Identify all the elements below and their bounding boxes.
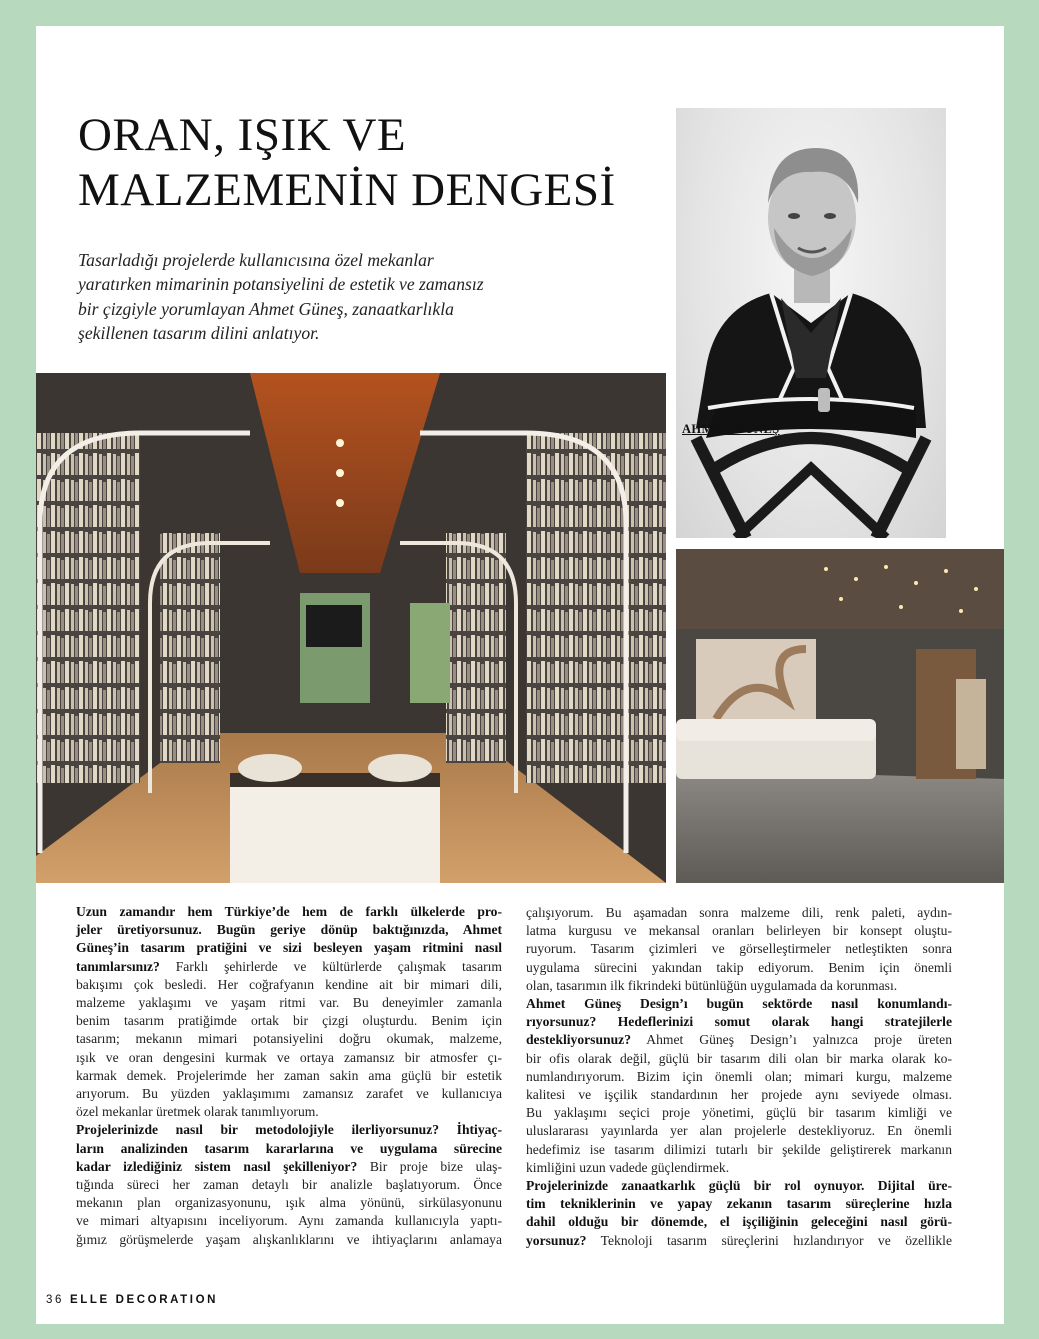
interview-question: yorsunuz?	[526, 1232, 587, 1248]
article-line	[76, 976, 502, 994]
headline-line-2: MALZEMENİN DENGESİ	[78, 164, 616, 216]
interview-question: dahil olduğu bir dönemde, el işçiliğinin geleceğini nasıl görü-	[526, 1214, 952, 1230]
article-column-right	[526, 904, 952, 1250]
interview-question: Uzun zamandır hem Türkiye’de hem de farklı ülkelerde pro-	[76, 904, 502, 919]
interview-answer: tığında süreci her zaman detaylı bir analizle başlatıyorum. Önce	[76, 1177, 502, 1193]
deck-intro	[78, 248, 598, 346]
interview-answer: bakışımı çok besledi. Her coğrafyanın kendine ait bir mimari dili,	[76, 976, 502, 992]
portrait-illustration	[676, 108, 946, 538]
article-line	[76, 1140, 502, 1158]
article-line	[526, 1068, 952, 1086]
article-line	[76, 994, 502, 1012]
article-line	[76, 1194, 502, 1212]
article-line	[526, 977, 952, 995]
magazine-name: ELLE DECORATION	[70, 1294, 219, 1306]
article-line	[526, 922, 952, 940]
interview-question: tim tekniklerinin ve yapay zekanın tasarım süreçlerine hızla	[526, 1196, 952, 1212]
interview-answer: ışık ve oran dengesini kurmak ve ortaya zamansız bir atmosfer çı-	[76, 1049, 502, 1065]
interview-answer: Ahmet Güneş Design’ı yalnızca proje üreten	[631, 1032, 952, 1048]
interview-question: Projelerinizde zanaatkarlık güçlü bir rol oynuyor. Dijital üre-	[526, 1178, 952, 1194]
page-number: 36	[46, 1294, 64, 1306]
article-line	[526, 1195, 952, 1213]
interview-answer: Farklı şehirlerde ve kültürlerde çalışmak tasarım	[159, 958, 502, 974]
article-line	[526, 1141, 952, 1159]
article-line	[526, 1177, 952, 1195]
article-line	[76, 1158, 502, 1176]
interview-answer: latma kurgusu ve mekansal oranları belirleyen bir konsept oluştu-	[526, 923, 952, 939]
article-line	[76, 921, 502, 939]
article-line	[526, 1213, 952, 1231]
interview-answer: çalışıyorum. Bu aşamadan sonra malzeme dili, renk paleti, aydın-	[526, 905, 952, 920]
article-line	[526, 1031, 952, 1049]
interview-answer: Bir proje bize ulaş-	[357, 1158, 502, 1174]
article-line	[526, 1050, 952, 1068]
interview-answer: tasarım; mekanın mimari potansiyelini doğru okumak, malzeme,	[76, 1031, 502, 1047]
deck-line-1: Tasarladığı projelerde kullanıcısına özel mekanlar	[78, 250, 434, 270]
interview-answer: karmak demek. Projelerimde her zaman sakin ama güçlü bir estetik	[76, 1067, 502, 1083]
article-line	[76, 1103, 502, 1121]
interview-answer: kalitesi ve işçilik standardının her projede aynı seviyede olması.	[526, 1087, 952, 1103]
portrait-photo	[676, 108, 946, 538]
lobby-interior-photo	[676, 549, 1004, 883]
article-line	[76, 1085, 502, 1103]
article-line	[526, 959, 952, 977]
article-line	[76, 1176, 502, 1194]
interview-answer: olan, tasarımın ilk fikrindeki bütünlüğün uygulamada da korunması.	[526, 977, 898, 993]
interview-answer: hedefimiz ise tasarım dilimizi tutarlı bir şekilde geliştirerek markanın	[526, 1141, 952, 1157]
article-line	[526, 1086, 952, 1104]
article-line	[526, 995, 952, 1013]
article-line	[76, 1212, 502, 1230]
article-line	[76, 903, 502, 921]
interview-question: kadar izlediğiniz sistem nasıl şekilleniyor?	[76, 1158, 358, 1174]
article-line	[76, 1067, 502, 1085]
interview-answer: ğımız görüşmelerde yaşam alışkanlıklarını ve ihtiyaçlarını anlamaya	[76, 1231, 502, 1247]
interview-answer: uluslararası yayınlarda yer alan projelerle destekliyoruz. En önemli	[526, 1123, 952, 1139]
deck-line-4: şekillenen tasarım dilini anlatıyor.	[78, 323, 320, 344]
article-line	[76, 1012, 502, 1030]
lobby-illustration	[676, 549, 1004, 883]
interview-question: destekliyorsunuz?	[526, 1032, 631, 1048]
interview-answer: kimliğini uzun vadede güçlendirmek.	[526, 1159, 730, 1175]
portrait-caption: AHMET GÜNEŞ	[682, 422, 780, 436]
article-line	[76, 1121, 502, 1139]
article-column-left	[76, 903, 502, 1249]
article-line	[76, 939, 502, 957]
article-line	[526, 1159, 952, 1177]
article-line	[76, 1049, 502, 1067]
interview-question: rıyorsunuz? Hedeflerinizi somut olarak hangi stratejilerle	[526, 1014, 952, 1030]
article-line	[526, 1104, 952, 1122]
interview-question: Ahmet Güneş Design’ı bugün sektörde nasıl konumlandı-	[526, 996, 952, 1012]
interview-answer: ve mimari altyapısını inceliyorum. Aynı zamanda kullanıcıyla yaptı-	[76, 1213, 502, 1229]
interview-answer: malzeme yaklaşımı ve yaşam ritmi var. Bu deneyimler zamanla	[76, 995, 502, 1011]
article-line	[526, 1122, 952, 1140]
interview-answer: arıyorum. Bu yüzden yaklaşımımı zamansız zarafet ve kullanıcıya	[76, 1086, 502, 1102]
article-line	[526, 1232, 952, 1250]
interview-answer: özel mekanlar üretmek olarak tanımlıyorum.	[76, 1104, 319, 1120]
interview-question: Güneş’in tasarım pratiğini ve sizi besleyen yaşam ritmini nasıl	[76, 940, 502, 956]
interview-question: ların analizinden tasarım kararlarına ve uygulama sürecine	[76, 1140, 502, 1156]
interview-answer: benim tasarım pratiğimde ortak bir çizgi oluşturdu. Benim için	[76, 1013, 502, 1029]
article-line	[526, 904, 952, 922]
article-line	[526, 940, 952, 958]
deck-line-2: yaratırken mimarinin potansiyelini de estetik ve zamansız	[78, 274, 484, 295]
interview-question: Projelerinizde nasıl bir metodolojiyle ilerliyorsunuz? İhtiyaç-	[76, 1122, 502, 1138]
interview-question: tanımlarsınız?	[76, 958, 160, 974]
headline	[78, 108, 678, 218]
article-line	[76, 958, 502, 976]
library-illustration	[36, 373, 666, 883]
interview-answer: uygulama sürecini yakından takip ediyorum. Benim için önemli	[526, 959, 952, 975]
magazine-page	[36, 26, 1004, 1324]
interview-answer: numlandırıyorum. Bizim için önemli olan; mimari kurgu, malzeme	[526, 1068, 952, 1084]
deck-line-3: bir çizgiyle yorumlayan Ahmet Güneş, zanaatkarlıkla	[78, 298, 454, 319]
headline-line-1: ORAN, IŞIK VE	[78, 109, 407, 161]
library-interior-photo	[36, 373, 666, 883]
interview-answer: bir ofis olarak değil, güçlü bir tasarım dili olan bir marka olarak ko-	[526, 1050, 952, 1066]
interview-answer: Teknoloji tasarım süreçlerini hızlandırıyor ve özellikle	[586, 1232, 952, 1248]
article-line	[76, 1231, 502, 1249]
interview-answer: Bu yaklaşımı seçici proje yönetimi, güçlü bir tasarım kimliği ve	[526, 1105, 952, 1121]
interview-answer: mekanın plan organizasyonunu, ışık alma yönünü, sirkülasyonunu	[76, 1195, 502, 1211]
article-line	[76, 1030, 502, 1048]
interview-question: jeler üretiyorsunuz. Bugün geriye dönüp baktığınızda, Ahmet	[76, 922, 502, 938]
interview-answer: ruyorum. Tasarım çizimleri ve görselleştirmeler netleştikten sonra	[526, 941, 952, 957]
folio	[46, 1294, 218, 1306]
article-line	[526, 1013, 952, 1031]
